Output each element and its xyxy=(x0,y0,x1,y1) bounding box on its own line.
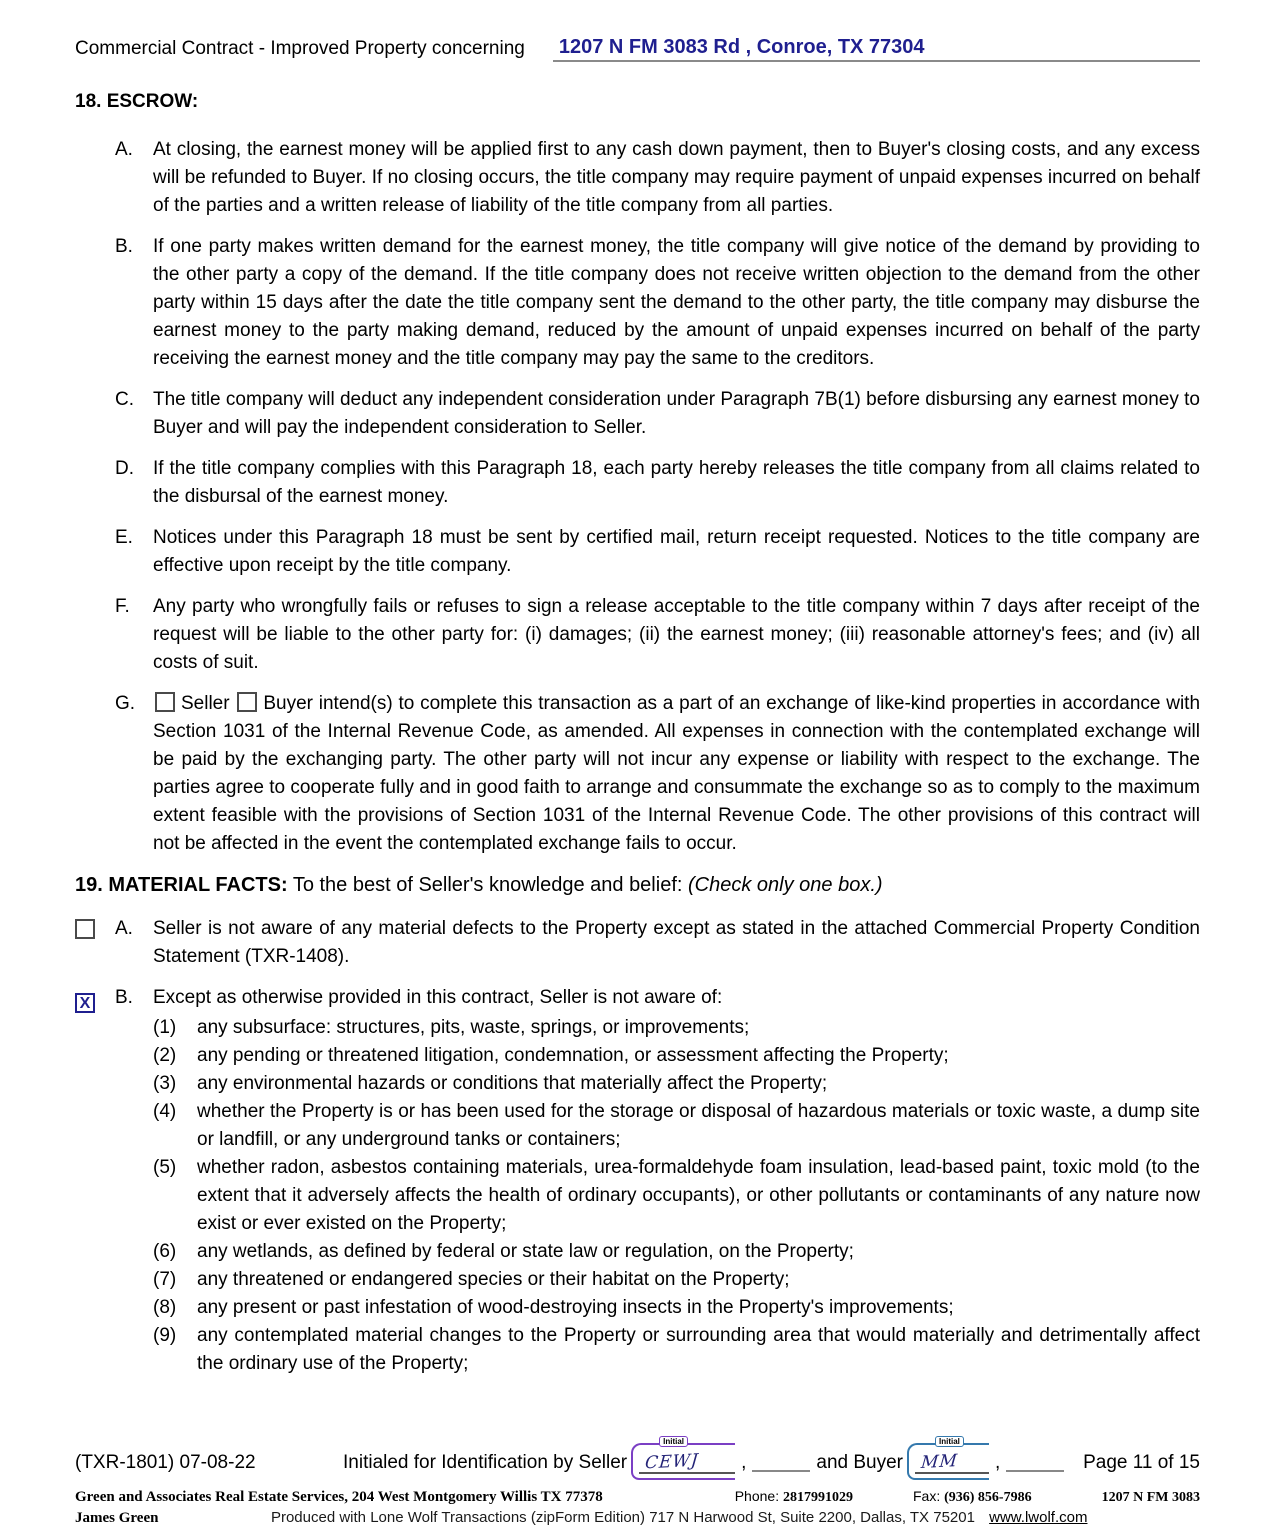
comma: , xyxy=(995,1452,1001,1473)
subitem-1 xyxy=(153,1014,1200,1042)
subitem-number: (9) xyxy=(153,1325,177,1346)
material-facts-b-checkbox[interactable]: X xyxy=(75,993,95,1013)
para-text: At closing, the earnest money will be applied first to any cash down payment, then to Buyer's closing costs, and any excess will be refunded to Buyer. If no closing occurs, the title company may require payment of unpaid expenses incurred on behalf of the parties and a written release of liability of the title company from all parties. xyxy=(153,139,1200,216)
para-18f xyxy=(75,593,1200,677)
subitem-3 xyxy=(153,1070,1200,1098)
subitem-number: (7) xyxy=(153,1269,177,1290)
para-letter: F. xyxy=(115,596,130,617)
subitem-number: (4) xyxy=(153,1101,177,1122)
para-text: Notices under this Paragraph 18 must be sent by certified mail, return receipt requested. Notices to the title company are effective upon receipt by the title company. xyxy=(153,527,1200,576)
phone-label: Phone: xyxy=(734,1488,780,1504)
para-18d xyxy=(75,455,1200,511)
initials-footer xyxy=(75,1437,1200,1480)
subitem-number: (8) xyxy=(153,1297,177,1318)
para-text: If the title company complies with this Paragraph 18, each party hereby releases the title company from all claims related to the disbursal of the earnest money. xyxy=(153,458,1200,507)
subitem-text: any present or past infestation of wood-destroying insects in the Property's improvements; xyxy=(197,1297,954,1318)
item-text: Except as otherwise provided in this contract, Seller is not aware of: xyxy=(153,987,723,1008)
fax-group xyxy=(913,1488,1032,1506)
para-text xyxy=(153,690,1200,858)
subitem-number: (2) xyxy=(153,1045,177,1066)
property-address-field xyxy=(553,36,1200,62)
initial-tab-label: Initial xyxy=(659,1436,688,1447)
lwolf-link[interactable]: www.lwolf.com xyxy=(989,1509,1088,1526)
section-19-heading xyxy=(75,871,1200,899)
header-form-title: Commercial Contract - Improved Property concerning xyxy=(75,38,525,59)
para-letter: B. xyxy=(115,236,133,257)
seller-1031-checkbox[interactable] xyxy=(155,692,175,712)
subitem-number: (6) xyxy=(153,1241,177,1262)
seller-initials-signature: CEWJ xyxy=(644,1450,700,1474)
subitem-4 xyxy=(153,1098,1200,1154)
para-letter: A. xyxy=(115,139,133,160)
buyer-1031-checkbox[interactable] xyxy=(237,692,257,712)
file-reference: 1207 N FM 3083 xyxy=(1101,1490,1200,1505)
para-text: The title company will deduct any independent consideration under Paragraph 7B(1) before disbursing any earnest money to Buyer and will pay the independent consideration to Seller. xyxy=(153,389,1200,438)
produced-with-text xyxy=(158,1509,1200,1526)
brokerage-name: Green and Associates Real Estate Services, 204 West Montgomery Willis TX 77378 xyxy=(75,1489,603,1505)
buyer-initials-signature: MM xyxy=(920,1450,959,1474)
buyer2-initials-blank xyxy=(1006,1462,1064,1472)
para-18b xyxy=(75,233,1200,373)
subitem-2 xyxy=(153,1042,1200,1070)
para-18e xyxy=(75,524,1200,580)
para-letter: C. xyxy=(115,389,134,410)
and-buyer-text: and Buyer xyxy=(816,1452,904,1473)
subitem-8 xyxy=(153,1294,1200,1322)
para-letter: D. xyxy=(115,458,134,479)
material-facts-option-b xyxy=(75,984,1200,1014)
para-text: If one party makes written demand for the earnest money, the title company will give notice of the demand by providing to the other party a copy of the demand. If the title company does not receive written objection to the demand from the other party within 15 days after the date the title company sent the demand to the other party, the title company may disburse the earnest money to the party making demand, reduced by the amount of unpaid expenses incurred on behalf of the party receiving the earnest money and the title company may pay the same to the creditors. xyxy=(153,236,1200,369)
para-18c xyxy=(75,386,1200,442)
agent-name: James Green xyxy=(75,1510,159,1526)
subitem-5 xyxy=(153,1154,1200,1238)
para-letter: G. xyxy=(115,693,136,714)
comma: , xyxy=(741,1452,747,1473)
material-facts-a-checkbox[interactable] xyxy=(75,919,95,939)
buyer-initials-box[interactable] xyxy=(907,1437,989,1480)
seller-initials-box[interactable] xyxy=(631,1437,735,1480)
subitem-text: any pending or threatened litigation, condemnation, or assessment affecting the Property; xyxy=(197,1045,949,1066)
subitem-number: (3) xyxy=(153,1073,177,1094)
para-18g xyxy=(75,690,1200,858)
initialed-for-identification-text: Initialed for Identification by Seller xyxy=(343,1452,628,1473)
subitem-text: any subsurface: structures, pits, waste, springs, or improvements; xyxy=(197,1017,750,1038)
subitem-text: any environmental hazards or conditions that materially affect the Property; xyxy=(197,1073,828,1094)
material-facts-option-a xyxy=(75,915,1200,971)
para-text: Any party who wrongfully fails or refuses to sign a release acceptable to the title company within 7 days after receipt of the request will be liable to the other party for: (i) damages; (ii) the earnest money; (iii) reasonable attorney's fees; and (iv) all costs of suit. xyxy=(153,596,1200,673)
section-19-subtitle: To the best of Seller's knowledge and belief: xyxy=(292,874,683,896)
form-code: (TXR-1801) 07-08-22 xyxy=(75,1452,256,1473)
subitem-text: any wetlands, as defined by federal or state law or regulation, on the Property; xyxy=(197,1241,854,1262)
fax-label: Fax: xyxy=(912,1488,941,1504)
section-19-title: 19. MATERIAL FACTS: xyxy=(75,874,288,896)
page-header xyxy=(75,36,1200,62)
subitem-9 xyxy=(153,1322,1200,1378)
subitem-text: whether radon, asbestos containing materials, urea-formaldehyde foam insulation, lead-based paint, toxic mold (to the extent that it adversely affects the health of ordinary occupants), or other pollutants or contaminants of any nature now exist or ever existed on the Property; xyxy=(197,1157,1200,1234)
subitem-text: whether the Property is or has been used for the storage or disposal of hazardous materials or toxic waste, a dump site or landfill, or any underground tanks or containers; xyxy=(197,1101,1200,1150)
seller2-initials-blank xyxy=(752,1462,810,1472)
subitem-number: (1) xyxy=(153,1017,177,1038)
subitem-number: (5) xyxy=(153,1157,177,1178)
subitem-6 xyxy=(153,1238,1200,1266)
subitem-7 xyxy=(153,1266,1200,1294)
subitem-text: any threatened or endangered species or their habitat on the Property; xyxy=(197,1269,790,1290)
fax-number: (936) 856-7986 xyxy=(944,1490,1032,1505)
para-18a xyxy=(75,136,1200,220)
para-letter: E. xyxy=(115,527,133,548)
property-address: 1207 N FM 3083 Rd , Conroe, TX 77304 xyxy=(558,36,925,58)
broker-footer xyxy=(75,1488,1200,1527)
phone-group xyxy=(735,1488,853,1506)
subitem-text: any contemplated material changes to the Property or surrounding area that would materially and detrimentally affect the ordinary use of the Property; xyxy=(197,1325,1200,1374)
material-facts-b-sublist xyxy=(153,1014,1200,1378)
item-text: Seller is not aware of any material defects to the Property except as stated in the attached Commercial Property Condition Statement (TXR-1408). xyxy=(153,918,1200,967)
item-letter: B. xyxy=(115,987,133,1008)
item-letter: A. xyxy=(115,918,133,939)
phone-number: 2817991029 xyxy=(782,1490,853,1505)
para-g-text: Buyer intend(s) to complete this transaction as a part of an exchange of like-kind properties in accordance with Section 1031 of the Internal Revenue Code, as amended. All expenses in connection with the contemplated exchange will be paid by the exchanging party. The other party will not incur any expense or liability with respect to the exchange. The parties agree to cooperate fully and in good faith to arrange and consummate the exchange so as to comply to the maximum extent feasible with the provisions of Section 1031 of the Internal Revenue Code. The other provisions of this contract will not be affected in the event the contemplated exchange fails to occur. xyxy=(153,693,1201,854)
produced-text: Produced with Lone Wolf Transactions (zipForm Edition) 717 N Harwood St, Suite 2200, Dallas, TX 75201 xyxy=(270,1509,975,1526)
section-18-heading: 18. ESCROW: xyxy=(75,91,199,112)
initial-tab-label: Initial xyxy=(935,1436,964,1447)
page-number: Page 11 of 15 xyxy=(1083,1452,1200,1473)
seller-label: Seller xyxy=(181,693,230,714)
section-19-instruction: (Check only one box.) xyxy=(688,874,883,896)
